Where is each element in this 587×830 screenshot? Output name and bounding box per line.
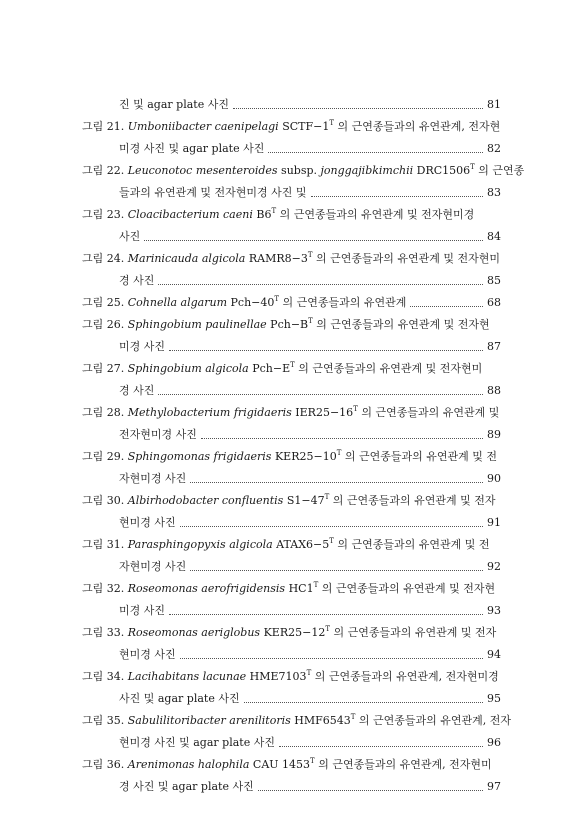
entry-title-continuation: 자현미경 사진 bbox=[119, 560, 187, 573]
entry-title: 의 근연종들과의 유연관계 및 전 bbox=[333, 538, 490, 551]
entry-title: 의 근연종들과의 유연관계 및 전자현미 bbox=[312, 252, 501, 265]
figure-label: 그림 33. bbox=[82, 626, 125, 639]
entry-title: 의 근연종들과의 유연관계 bbox=[279, 296, 407, 309]
page-number: 82 bbox=[487, 142, 501, 155]
entry-title: 의 근연종 bbox=[474, 164, 525, 177]
entry-title: 의 근연종들과의 유연관계 및 전자현 bbox=[312, 318, 490, 331]
strain-id: SCTF−1 bbox=[278, 120, 330, 133]
type-strain-mark: T bbox=[350, 713, 356, 721]
type-strain-mark: T bbox=[310, 757, 315, 765]
figure-label: 그림 34. bbox=[82, 670, 125, 683]
entry-title-continuation: 미경 사진 bbox=[119, 604, 166, 617]
dot-leader bbox=[190, 482, 483, 483]
page-number: 95 bbox=[487, 692, 501, 705]
figure-label: 그림 35. bbox=[82, 714, 125, 727]
figure-label: 그림 31. bbox=[82, 538, 125, 551]
type-strain-mark: T bbox=[290, 361, 295, 369]
toc-entry-continuation[interactable] bbox=[0, 776, 587, 798]
entry-title-continuation: 현미경 사진 bbox=[119, 648, 176, 661]
dot-leader bbox=[311, 196, 484, 197]
entry-title: 의 근연종들과의 유연관계 및 전자현미경 bbox=[276, 208, 475, 221]
strain-id: DRC1506 bbox=[413, 164, 471, 177]
entry-title-continuation: 미경 사진 및 agar plate 사진 bbox=[119, 142, 265, 155]
figure-label: 그림 29. bbox=[82, 450, 125, 463]
type-strain-mark: T bbox=[336, 449, 342, 457]
species-name: Arenimonas halophila bbox=[127, 758, 250, 771]
dot-leader bbox=[201, 438, 483, 439]
toc-entry-continuation[interactable] bbox=[0, 336, 587, 358]
toc-entry[interactable] bbox=[0, 248, 587, 270]
species-name: Albirhodobacter confluentis bbox=[127, 494, 284, 507]
toc-entry[interactable] bbox=[0, 490, 587, 512]
toc-entry[interactable] bbox=[0, 578, 587, 600]
dot-leader bbox=[158, 284, 483, 285]
strain-id: HME7103 bbox=[246, 670, 307, 683]
entry-title: 의 근연종들과의 유연관계, 전자 bbox=[355, 714, 512, 727]
entry-title: 의 근연종들과의 유연관계 및 bbox=[357, 406, 500, 419]
page-number: 81 bbox=[487, 98, 501, 111]
type-strain-mark: T bbox=[313, 581, 319, 589]
species-name: Cohnella algarum bbox=[127, 296, 228, 309]
entry-title-continuation: 전자현미경 사진 bbox=[119, 428, 197, 441]
page-number: 91 bbox=[487, 516, 501, 529]
figure-label: 그림 26. bbox=[82, 318, 125, 331]
page-number: 88 bbox=[487, 384, 501, 397]
toc-entry[interactable] bbox=[0, 402, 587, 424]
figure-label: 그림 22. bbox=[82, 164, 125, 177]
species-name: Marinicauda algicola bbox=[127, 252, 246, 265]
species-name: Umboniibacter caenipelagi bbox=[127, 120, 279, 133]
figure-label: 그림 25. bbox=[82, 296, 125, 309]
species-name: Roseomonas aerofrigidensis bbox=[127, 582, 286, 595]
page-number: 93 bbox=[487, 604, 501, 617]
strain-id: ATAX6−5 bbox=[272, 538, 330, 551]
toc-entry-continuation[interactable] bbox=[0, 556, 587, 578]
figure-label: 그림 23. bbox=[82, 208, 125, 221]
entry-title: 의 근연종들과의 유연관계, 전자현 bbox=[334, 120, 501, 133]
toc-entry-continuation[interactable] bbox=[0, 94, 587, 116]
entry-title-continuation: 경 사진 bbox=[119, 384, 155, 397]
type-strain-mark: T bbox=[271, 207, 277, 215]
figure-label: 그림 32. bbox=[82, 582, 125, 595]
strain-id: KER25−10 bbox=[271, 450, 337, 463]
species-name: Lacihabitans lacunae bbox=[127, 670, 247, 683]
page-number: 84 bbox=[487, 230, 501, 243]
toc-entry[interactable] bbox=[0, 160, 587, 182]
entry-title-continuation: 들과의 유연관계 및 전자현미경 사진 및 bbox=[119, 186, 307, 199]
page-number: 68 bbox=[487, 296, 501, 309]
entry-title-continuation: 경 사진 bbox=[119, 274, 155, 287]
entry-title: 의 근연종들과의 유연관계 및 전자 bbox=[330, 626, 497, 639]
figure-label: 그림 27. bbox=[82, 362, 125, 375]
toc-entry-continuation[interactable] bbox=[0, 424, 587, 446]
species-name: Methylobacterium frigidaeris bbox=[127, 406, 292, 419]
toc-entry-continuation[interactable] bbox=[0, 732, 587, 754]
entry-title-continuation: 경 사진 및 agar plate 사진 bbox=[119, 780, 254, 793]
strain-id: Pch−E bbox=[248, 362, 291, 375]
type-strain-mark: T bbox=[353, 405, 358, 413]
toc-entry[interactable] bbox=[0, 314, 587, 336]
strain-id: S1−47 bbox=[283, 494, 325, 507]
toc-entry-continuation[interactable] bbox=[0, 182, 587, 204]
dot-leader bbox=[268, 152, 483, 153]
strain-id: KER25−12 bbox=[260, 626, 326, 639]
page-number: 96 bbox=[487, 736, 501, 749]
type-strain-mark: T bbox=[306, 669, 312, 677]
species-name: Sabulilitoribacter arenilitoris bbox=[127, 714, 291, 727]
figure-label: 그림 24. bbox=[82, 252, 125, 265]
entry-title-continuation: 사진 bbox=[119, 230, 141, 243]
dot-leader bbox=[180, 658, 483, 659]
figure-label: 그림 21. bbox=[82, 120, 125, 133]
dot-leader bbox=[244, 702, 483, 703]
dot-leader bbox=[410, 306, 483, 307]
dot-leader bbox=[258, 790, 483, 791]
strain-id: HMF6543 bbox=[290, 714, 351, 727]
dot-leader bbox=[233, 108, 483, 109]
toc-entry[interactable] bbox=[0, 666, 587, 688]
entry-title: 의 근연종들과의 유연관계 및 전 bbox=[341, 450, 498, 463]
type-strain-mark: T bbox=[308, 317, 313, 325]
strain-id: HC1 bbox=[285, 582, 314, 595]
strain-id: Pch−40 bbox=[227, 296, 275, 309]
figure-label: 그림 36. bbox=[82, 758, 125, 771]
strain-id: RAMR8−3 bbox=[245, 252, 308, 265]
entry-title: 의 근연종들과의 유연관계, 전자현미 bbox=[314, 758, 492, 771]
entry-title: 의 근연종들과의 유연관계 및 전자현미 bbox=[294, 362, 483, 375]
species-name: Sphingobium algicola bbox=[127, 362, 249, 375]
entry-title-continuation: 자현미경 사진 bbox=[119, 472, 187, 485]
entry-title: 의 근연종들과의 유연관계 및 전자 bbox=[329, 494, 496, 507]
dot-leader bbox=[158, 394, 483, 395]
figure-list bbox=[0, 94, 587, 798]
strain-id: IER25−16 bbox=[291, 406, 354, 419]
page-number: 97 bbox=[487, 780, 501, 793]
toc-entry-continuation[interactable] bbox=[0, 644, 587, 666]
species-name: Cloacibacterium caeni bbox=[127, 208, 253, 221]
subspecies-name: jonggajibkimchii bbox=[320, 164, 414, 177]
dot-leader bbox=[169, 350, 483, 351]
type-strain-mark: T bbox=[307, 251, 313, 259]
toc-entry[interactable] bbox=[0, 446, 587, 468]
toc-entry[interactable] bbox=[0, 710, 587, 732]
type-strain-mark: T bbox=[324, 493, 330, 501]
toc-entry-continuation[interactable] bbox=[0, 688, 587, 710]
entry-title-continuation: 미경 사진 bbox=[119, 340, 166, 353]
toc-entry-continuation[interactable] bbox=[0, 226, 587, 248]
dot-leader bbox=[169, 614, 483, 615]
toc-entry-continuation[interactable] bbox=[0, 468, 587, 490]
entry-title-continuation: 진 및 agar plate 사진 bbox=[119, 98, 229, 111]
type-strain-mark: T bbox=[329, 119, 335, 127]
page-number: 87 bbox=[487, 340, 501, 353]
species-name: Roseomonas aeriglobus bbox=[127, 626, 261, 639]
toc-entry[interactable] bbox=[0, 622, 587, 644]
species-name: Leuconotoc mesenteroides bbox=[127, 164, 278, 177]
strain-id: B6 bbox=[252, 208, 272, 221]
page-number: 89 bbox=[487, 428, 501, 441]
strain-id: Pch−B bbox=[266, 318, 309, 331]
type-strain-mark: T bbox=[274, 295, 280, 303]
toc-entry-continuation[interactable] bbox=[0, 600, 587, 622]
entry-title-continuation: 현미경 사진 bbox=[119, 516, 176, 529]
figure-label: 그림 28. bbox=[82, 406, 125, 419]
toc-entry-continuation[interactable] bbox=[0, 138, 587, 160]
toc-entry-continuation[interactable] bbox=[0, 270, 587, 292]
page-number: 85 bbox=[487, 274, 501, 287]
toc-entry[interactable] bbox=[0, 116, 587, 138]
figure-label: 그림 30. bbox=[82, 494, 125, 507]
toc-entry-continuation[interactable] bbox=[0, 380, 587, 402]
type-strain-mark: T bbox=[329, 537, 334, 545]
dot-leader bbox=[144, 240, 483, 241]
type-strain-mark: T bbox=[470, 163, 475, 171]
toc-entry[interactable] bbox=[0, 534, 587, 556]
species-name: Sphingomonas frigidaeris bbox=[127, 450, 272, 463]
entry-title-continuation: 사진 및 agar plate 사진 bbox=[119, 692, 240, 705]
dot-leader bbox=[180, 526, 483, 527]
page-number: 94 bbox=[487, 648, 501, 661]
entry-title-continuation: 현미경 사진 및 agar plate 사진 bbox=[119, 736, 275, 749]
dot-leader bbox=[190, 570, 483, 571]
page-number: 92 bbox=[487, 560, 501, 573]
species-name: Sphingobium paulinellae bbox=[127, 318, 267, 331]
toc-entry[interactable] bbox=[0, 754, 587, 776]
entry-title: 의 근연종들과의 유연관계, 전자현미경 bbox=[311, 670, 499, 683]
species-name: Parasphingopyxis algicola bbox=[127, 538, 273, 551]
page-number: 90 bbox=[487, 472, 501, 485]
entry-title: 의 근연종들과의 유연관계 및 전자현 bbox=[318, 582, 496, 595]
toc-entry[interactable] bbox=[0, 292, 587, 314]
strain-id: CAU 1453 bbox=[249, 758, 311, 771]
page-number: 83 bbox=[487, 186, 501, 199]
toc-entry[interactable] bbox=[0, 204, 587, 226]
dot-leader bbox=[279, 746, 483, 747]
toc-entry-continuation[interactable] bbox=[0, 512, 587, 534]
toc-entry[interactable] bbox=[0, 358, 587, 380]
subspecies-marker: subsp. bbox=[277, 164, 321, 177]
type-strain-mark: T bbox=[325, 625, 330, 633]
